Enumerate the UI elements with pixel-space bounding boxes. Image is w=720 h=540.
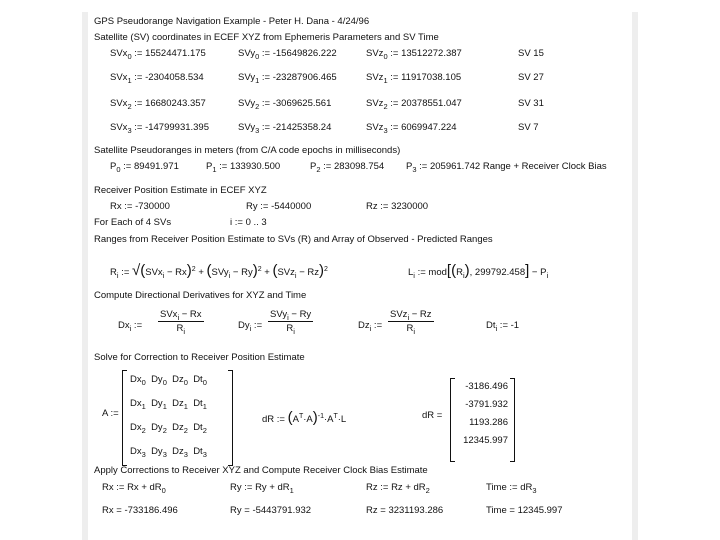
range-formula: $R_i$ := $√(SVx_i - Rx)^2 + (SVy_i - Ry)^2 + (SVz_i - Rz)^2$ [110, 262, 328, 280]
dy-fraction: SVy$_i$ − Ry $R_i$ [270, 309, 312, 336]
dr-vector [454, 378, 508, 450]
dr-1: -3791.932 [465, 399, 508, 410]
sv-2-label: SV 31 [518, 98, 544, 109]
p3-value: 205961.742 [429, 161, 481, 172]
pseudorange-heading: Satellite Pseudoranges in meters (from C/A code epochs in milliseconds) [94, 145, 401, 156]
pseudorange-note: Range + Receiver Clock Bias [482, 161, 607, 172]
matrix-a-right-bracket [228, 370, 233, 466]
dt-value: -1 [510, 320, 520, 331]
page-title: GPS Pseudorange Navigation Example - Peter H. Dana - 4/24/96 [94, 16, 370, 27]
dr-right-bracket [510, 378, 515, 462]
solve-heading: Solve for Correction to Receiver Position Estimate [94, 352, 305, 363]
svx-1-value: -2304058.534 [145, 72, 204, 83]
ry-result: -5443791.932 [252, 505, 312, 516]
svy-0-value: -15649826.222 [272, 48, 337, 59]
sv-1-label: SV 27 [518, 72, 544, 83]
ry-initial: -5440000 [271, 201, 312, 212]
p2-value: 283098.754 [333, 161, 385, 172]
time-result: 12345.997 [517, 505, 563, 516]
rz-initial: 3230000 [391, 201, 429, 212]
svz-0-value: 13512272.387 [401, 48, 462, 59]
foreach-label: For Each of 4 SVs [94, 217, 172, 228]
svy-1-value: -23287906.465 [272, 72, 337, 83]
satellite-heading: Satellite (SV) coordinates in ECEF XYZ from Ephemeris Parameters and SV Time [94, 32, 439, 43]
receiver-heading: Receiver Position Estimate in ECEF XYZ [94, 185, 267, 196]
dr-3: 12345.997 [463, 435, 508, 446]
ranges-heading: Ranges from Receiver Position Estimate to SVs (R) and Array of Observed - Predicted Ranges [94, 234, 493, 245]
svx-3-value: -14799931.395 [145, 122, 209, 133]
svz-1-value: 11917038.105 [401, 72, 462, 83]
svz-2-value: 20378551.047 [401, 98, 462, 109]
apply-heading: Apply Corrections to Receiver XYZ and Compute Receiver Clock Bias Estimate [94, 465, 428, 476]
dr-formula: dR := $(A^T\cdot A)^{-1}\cdot A^T\cdot L$ [262, 409, 347, 426]
p0-value: 89491.971 [133, 161, 179, 172]
dz-fraction: SVz$_i$ − Rz $R_i$ [390, 309, 432, 336]
derivatives-heading: Compute Directional Derivatives for XYZ and Time [94, 290, 307, 301]
matrix-a-left-bracket [122, 370, 127, 466]
range-index: i := 0 .. 3 [230, 217, 267, 228]
svx-2-value: 16680243.357 [145, 98, 206, 109]
sv-3-label: SV 7 [518, 122, 539, 133]
dx-fraction: SVx$_i$ − Rx $R_i$ [160, 309, 202, 336]
sv-0-label: SV 15 [518, 48, 544, 59]
svy-3-value: -21425358.24 [272, 122, 332, 133]
p1-value: 133930.500 [229, 161, 281, 172]
rz-result: 3231193.286 [388, 505, 444, 516]
dr-2: 1193.286 [469, 417, 508, 428]
observed-minus-predicted-formula: $L_i$ := $mod[(R_i)$, $299792.458] - P_i$ [408, 262, 549, 280]
svz-3-value: 6069947.224 [401, 122, 457, 133]
rx-initial: -730000 [135, 201, 170, 212]
dr-0: -3186.496 [465, 381, 508, 392]
worksheet: GPS Pseudorange Navigation Example - Peter H. Dana - 4/24/96 Satellite (SV) coordinates in ECEF XYZ from Ephemeris Parameters and SV Time SVx$_0$ := 15524471.175 SVy$_0$ := -15649826.222 SVz$_0$ := 13512272.387 SV 15 SVx$_1$ := -2304058.534 SVy$_1$ := -23287906.465 SVz$_1$ := 11917038.105 SV 27 SVx$_2$ := 16680243.357 SVy$_2$ := -3069625.561 SVz$_2$ := 20378551.047 SV 31 SVx$_3$ := -14799931.395 SVy$_3$ := -21425358.24 SVz$_3$ := 6069947.224 SV 7 Satellite Pseudoranges in meters (from C/A code epochs in milliseconds) $P_0$ := 89491.971 $P_1$ := 133930.500 $P_2$ := 283098.754 $P_3$ := 205961.742 Range + Receiver Clock Bias Receiver Position Estimate in ECEF XYZ Rx := -730000 Ry := -5440000 Rz := 3230000 For Each of 4 SVs i := 0 .. 3 Ranges from Receiver Position Estimate to SVs (R) and Array of Observed - Predicted Ranges $R_i$ := $√(SVx_i - Rx)^2 + (SVy_i - Ry)^2 + (SVz_i - Rz)^2$ $L_i$ := $mod[(R_i)$, $299792.458] - P_i$ Compute Directional Derivatives for XYZ and Time $Dx_i$ := SVx$_i$ − Rx $R_i$ $Dy_i$ := SVy$_i$ − Ry $R_i$ $Dz_i$ := SVz$_i$ − Rz $R_i$ $Dt_i$ := -1 Solve for Correction to Receiver Position Estimate A := $Dx_0$ $Dy_0$ $Dz_0$ $Dt_0$ $Dx_1$ $Dy_1$ $Dz_1$ $Dt_1$ $Dx_2$ $Dy_2$ $Dz_2$ $Dt_2$ $Dx_3$ $Dy_3$ $Dz_3$ $Dt_3$ dR := $(A^T\cdot A)^{-1}\cdot A^T\cdot L$ dR = -3186.496 -3791.932 1193.286 12345.997 Apply Corrections to Receiver XYZ and Compute Receiver Clock Bias Estimate Rx := $Rx + dR_0$ Ry := $Ry + dR_1$ Rz := $Rz + dR_2$ Time := $dR_3$ Rx = -733186.496 Ry = -5443791.932 Rz = 3231193.286 Time = 12345.997 [88, 12, 632, 540]
svx-0-value: 15524471.175 [145, 48, 206, 59]
rx-result: -733186.496 [124, 505, 178, 516]
mod-constant: 299792.458 [474, 267, 526, 278]
svy-2-value: -3069625.561 [272, 98, 332, 109]
